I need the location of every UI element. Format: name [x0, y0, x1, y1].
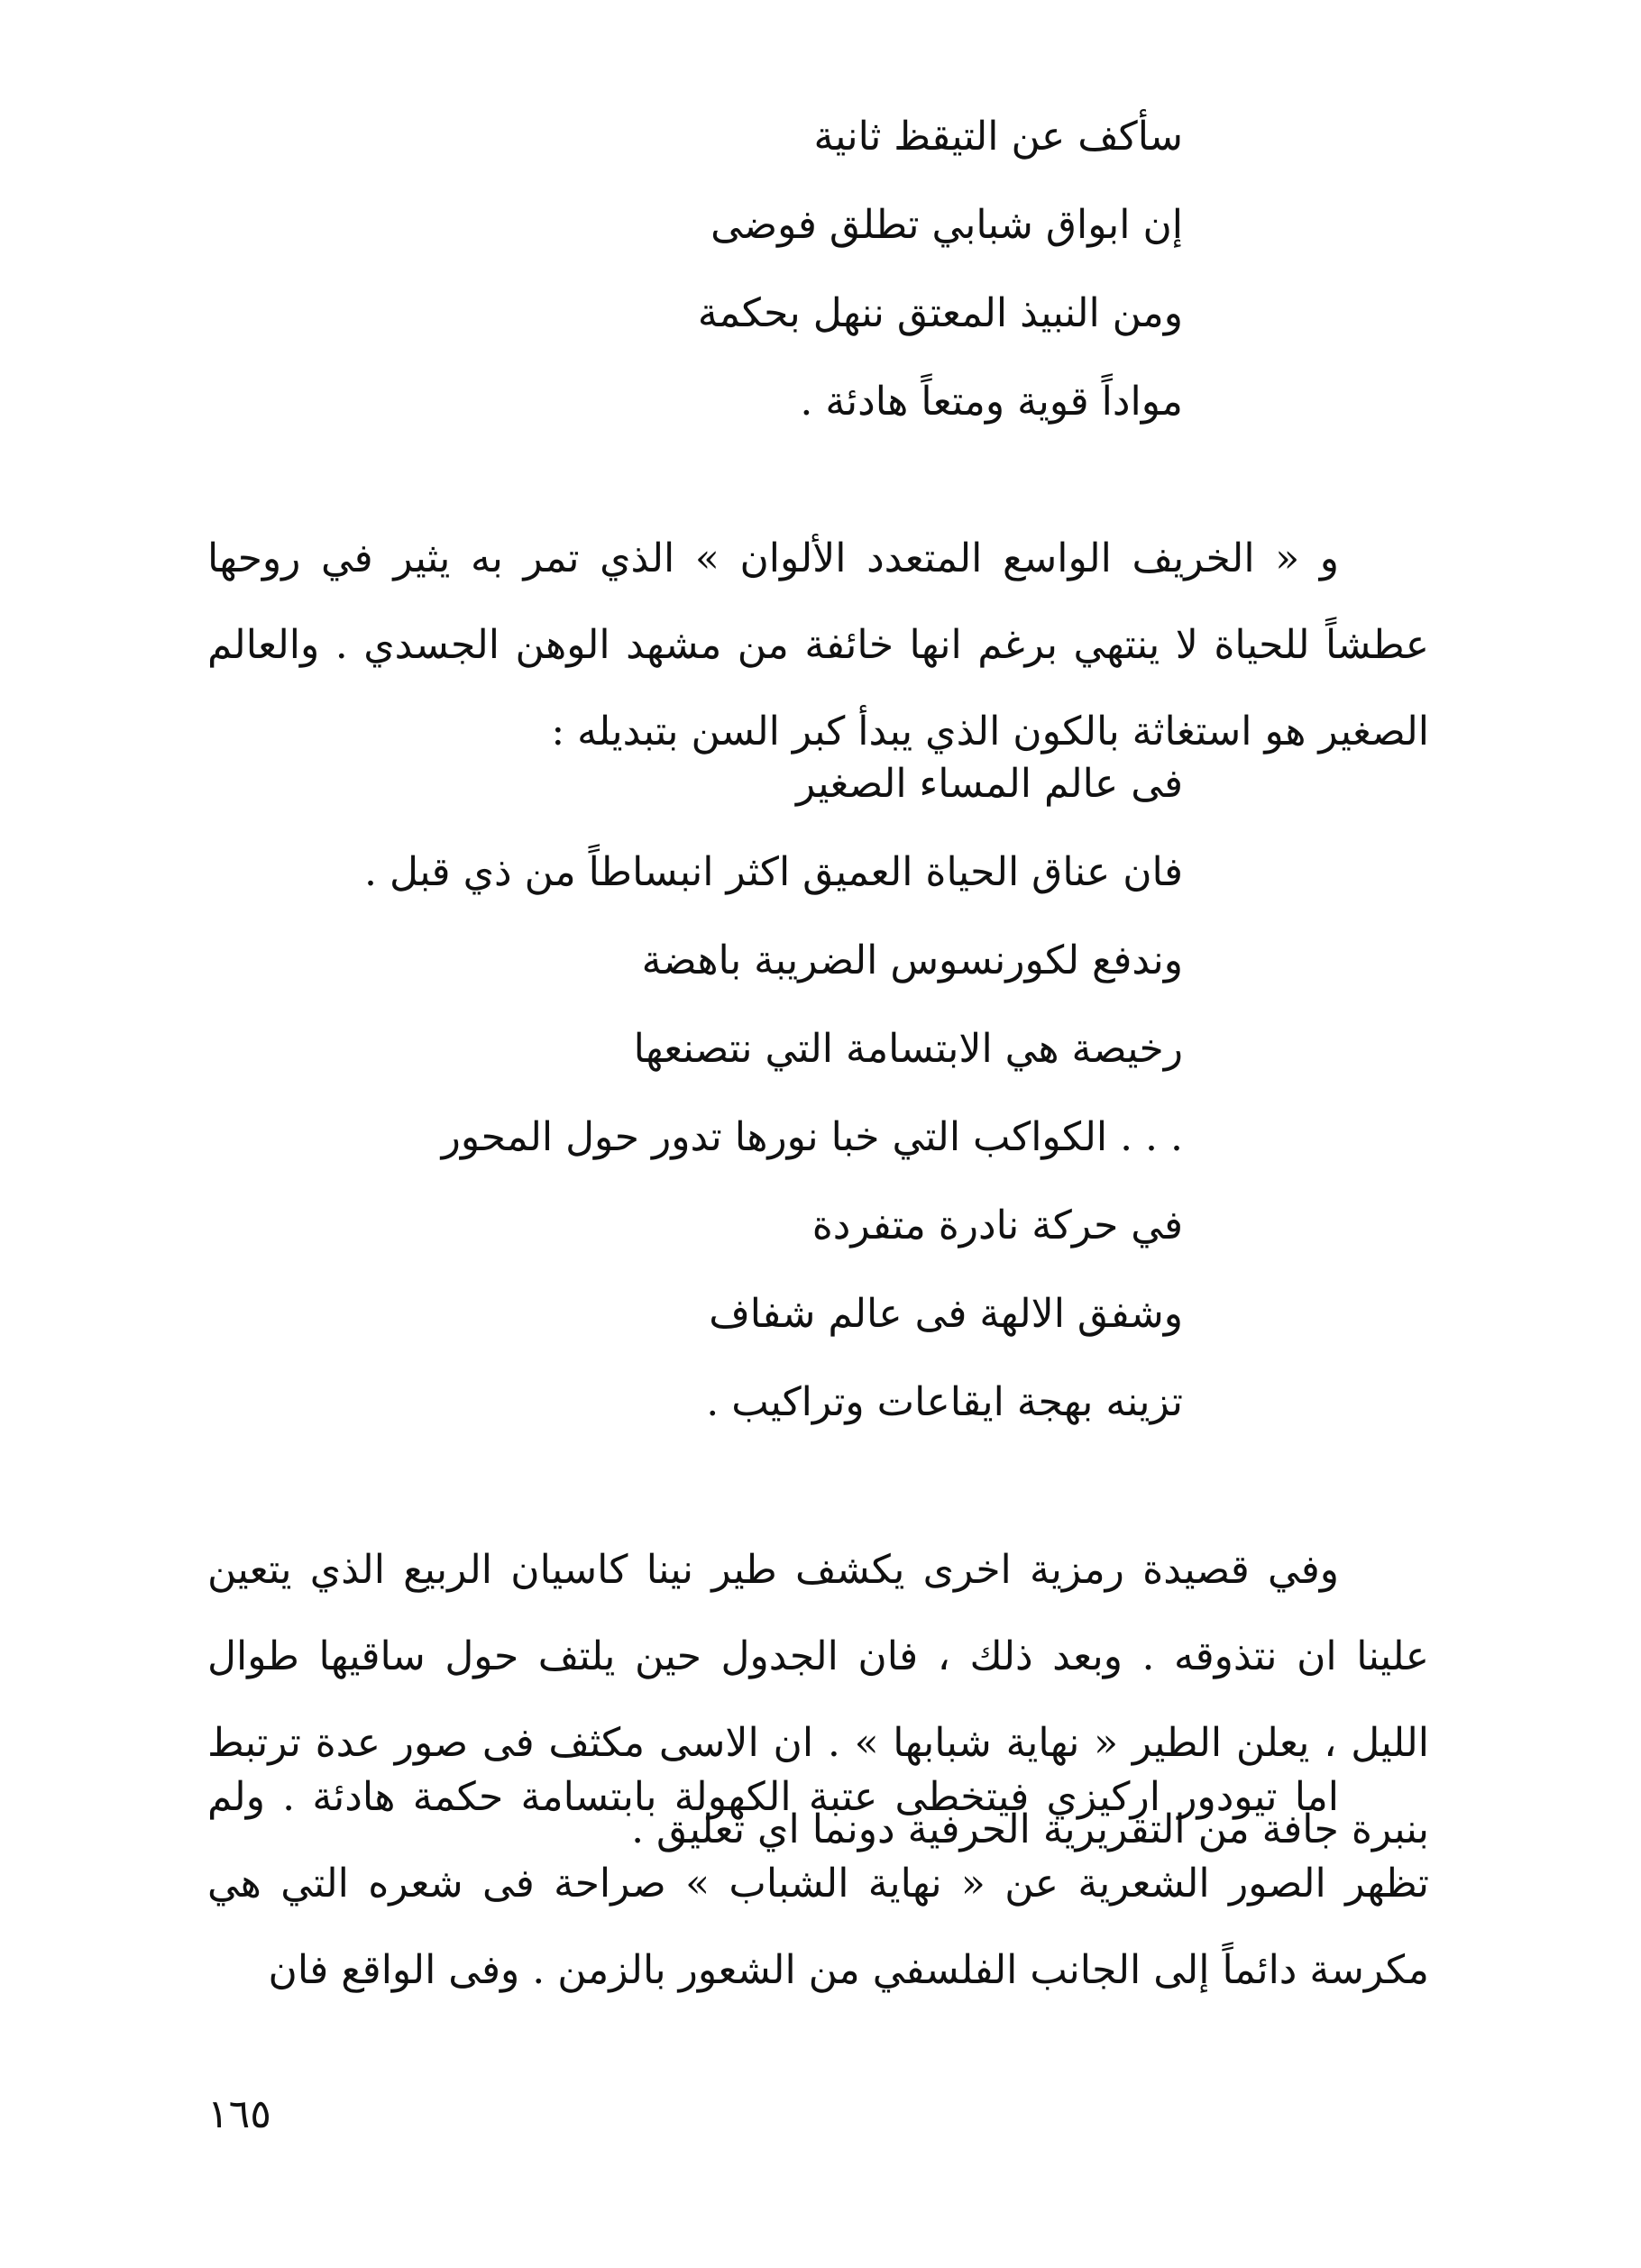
- verse-line: فى عالم المساء الصغير: [796, 761, 1183, 807]
- verse-line: وندفع لكورنسوس الضريبة باهضة: [641, 937, 1183, 983]
- body-paragraph-3: اما تيودور اركيزي فيتخطى عتبة الكهولة بابتسامة حكمة هادئة . ولم تظهر الصور الشعرية عن « نهاية الشباب » صراحة فى شعره التي هي مكرسة دائماً إلى الجانب الفلسفي من الشعور بالزمن . وفى الواقع فان: [207, 1774, 1429, 1993]
- body-paragraph-2: وفي قصيدة رمزية اخرى يكشف طير نينا كاسيان الربيع الذي يتعين علينا ان نتذوقه . وبعد ذلك ، فان الجدول حين يلتف حول ساقيها طوال الليل ، يعلن الطير « نهاية شبابها » . ان الاسى مكثف فى صور عدة ترتبط بنبرة جافة من التقريرية الحرفية دونما اي تعليق .: [207, 1547, 1429, 1852]
- verse-line: في حركة نادرة متفردة: [811, 1203, 1183, 1248]
- verse-line: سأكف عن التيقظ ثانية: [813, 114, 1183, 160]
- verse-line: إن ابواق شبابي تطلق فوضى: [710, 202, 1183, 248]
- verse-line: مواداً قوية ومتعاً هادئة .: [800, 379, 1183, 425]
- verse-line: فان عناق الحياة العميق اكثر انبساطاً من ذي قبل .: [363, 849, 1183, 895]
- verse-line: رخيصة هي الابتسامة التي نتصنعها: [633, 1026, 1183, 1072]
- verse-line: . . . الكواكب التي خبا نورها تدور حول المحور: [441, 1114, 1183, 1160]
- poem-stanza-2: [363, 761, 1183, 1471]
- body-paragraph-1: و « الخريف الواسع المتعدد الألوان » الذي تمر به يثير في روحها عطشاً للحياة لا ينتهي برغم انها خائفة من مشهد الوهن الجسدي . والعالم الصغير هو استغاثة بالكون الذي يبدأ كبر السن بتبديله :: [207, 535, 1429, 754]
- verse-line: ومن النبيذ المعتق ننهل بحكمة: [697, 290, 1183, 336]
- verse-line: تزينه بهجة ايقاعات وتراكيب .: [706, 1379, 1183, 1425]
- page-number: ١٦٥: [207, 2091, 271, 2137]
- verse-line: وشفق الالهة فى عالم شفاف: [709, 1291, 1183, 1337]
- poem-stanza-1: [697, 114, 1183, 471]
